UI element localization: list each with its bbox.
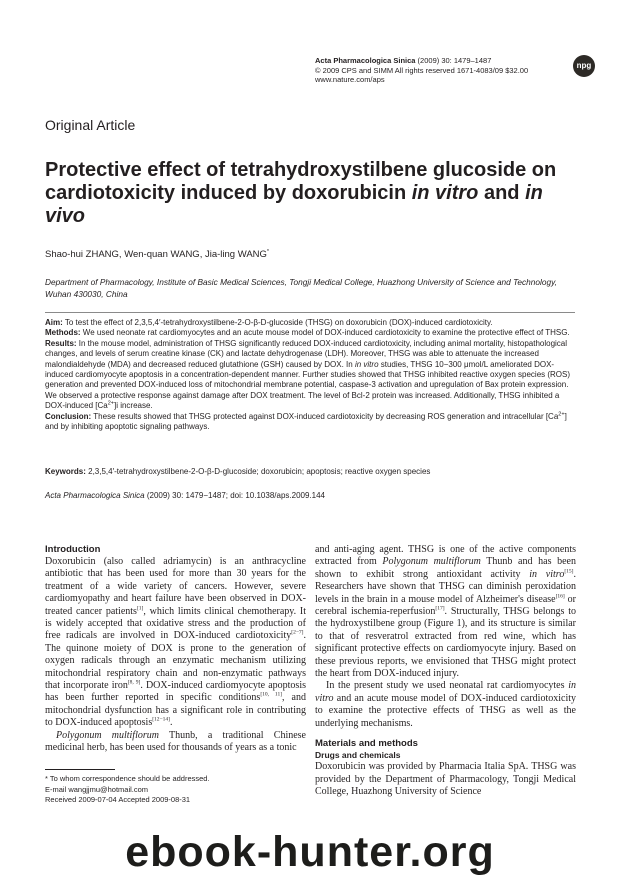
affiliation: Department of Pharmacology, Institute of Basic Medical Sciences, Tongji Medical College, Huazhong University of Science and Technology, Wuhan 430030, China xyxy=(45,277,557,299)
footnote-divider xyxy=(45,769,115,770)
citation-journal: Acta Pharmacologica Sinica xyxy=(45,491,145,500)
methods-heading: Materials and methods xyxy=(315,738,418,750)
section-label: Original Article xyxy=(45,117,136,133)
abstract-results xyxy=(45,339,575,412)
conclusion-sup: 2+ xyxy=(558,411,565,417)
results-sup: 2+ xyxy=(107,400,114,407)
intro-heading: Introduction xyxy=(45,544,101,555)
citation-text: (2009) 30: 1479−1487; doi: 10.1038/aps.2009.144 xyxy=(144,491,325,500)
journal-header xyxy=(315,56,575,85)
left-column xyxy=(45,544,306,755)
results-text: In the mouse model, administration of THSG significantly reduced DOX-induced cardiotoxicity, including animal mortality, histopathological changes, and levels of serum creatine kinase (CK) and lactate dehydrogenase (LDH). Moreover, THSG was able to attenuate the increased malondialdehyde (MDA) and decreased reduced glutathione (GSH) caused by DOX. In xyxy=(45,338,568,369)
title-in-vivo: in vivo xyxy=(45,182,543,227)
intro-text: Thunb, a traditional Chinese medicinal herb, has been used for thousands of years as a tonic xyxy=(45,729,306,754)
intro-text: . DOX-induced cardiomyocyte apoptosis has been further reported in specific conditions xyxy=(45,680,306,704)
citation xyxy=(45,491,575,500)
article-title xyxy=(45,159,575,228)
body-text: In the present study we used neonatal rat cardiomyocytes xyxy=(326,680,569,692)
ref-link[interactable]: [2−7] xyxy=(291,630,304,637)
intro-text: Doxorubicin (also called adriamycin) is an anthracycline antibiotic that has been used for more than 30 years for the treatment of a wide variety of cancers. However, severe cardiomyopathy and heart failure have been observed in DOX-treated cancer patients xyxy=(45,556,306,617)
title-in-vitro: in vitro xyxy=(411,182,479,204)
abstract-aim xyxy=(45,318,575,328)
abstract xyxy=(45,318,575,432)
results-text-cont: studies, THSG 10−300 μmol/L ameliorated DOX-induced cardiomyocyte apoptosis in a concentration-dependent manner. Further studies showed that THSG inhibited reactive oxygen species (ROS) generation and prevented DOX-induced loss of mitochondrial membrane potential, caspase-3 activation and upregulation of Bax protein expression. We observed a protective response against damage after DOX treatment. The level of Bcl-2 protein was increased. Additionally, THSG inhibited a DOX-induced [Ca xyxy=(45,359,571,411)
ref-link[interactable]: [15] xyxy=(564,568,574,575)
author-list: Shao-hui ZHANG, Wen-quan WANG, Jia-ling WANG xyxy=(45,249,267,260)
corresponding-mark: * xyxy=(266,248,270,255)
conclusion-label: Conclusion: xyxy=(45,411,92,421)
intro-paragraph-1 xyxy=(45,556,306,730)
intro-text: , and mitochondrial dysfunction has a significant role in contributing to DOX-induced apoptosis xyxy=(45,692,306,729)
results-in-vitro: in vitro xyxy=(354,359,379,369)
methods-text: We used neonate rat cardiomyocytes and an acute mouse model of DOX-induced cardiotoxicity to examine the protective effect of THSG. xyxy=(80,328,570,338)
results-text-end: ]i increase. xyxy=(113,401,153,411)
keywords-label: Keywords: xyxy=(45,467,86,476)
journal-url[interactable]: www.nature.com/aps xyxy=(315,75,385,85)
right-column xyxy=(315,544,576,798)
results-label: Results: xyxy=(45,338,77,348)
body-text: . Researchers have shown that THSG can diminish peroxidation levels in the brain in a mouse model of Alzheimer's disease xyxy=(315,568,576,605)
ref-link[interactable]: [17] xyxy=(435,605,445,612)
authors xyxy=(45,249,269,260)
body-text: . Structurally, THSG belongs to the hydroxystilbene group (Figure 1), and its structure is similar to that of resveratrol extracted from red wine, which has significant protective effects on cardiomyocyte injury. Based on these previous reports, we envisioned that THSG might protect the heart from DOX-induced injury. xyxy=(315,606,576,680)
ref-link[interactable]: [10, 11] xyxy=(260,692,283,699)
ref-link[interactable]: [8, 9] xyxy=(127,679,141,686)
intro-text: . xyxy=(169,717,173,729)
title-main: Protective effect of tetrahydroxystilbene glucoside on cardiotoxicity induced by doxorubicin xyxy=(45,159,557,204)
aim-text: To test the effect of 2,3,5,4′-tetrahydroxystilbene-2-O-β-D-glucoside (THSG) on doxorubicin (DOX)-induced cardiotoxicity. xyxy=(62,318,493,327)
aim-label: Aim: xyxy=(45,318,63,327)
title-and: and xyxy=(478,182,526,204)
body-text: and anti-aging agent. THSG is one of the active components extracted from xyxy=(315,544,576,568)
keywords-text: 2,3,5,4′-tetrahydroxystilbene-2-O-β-D-glucoside; doxorubicin; apoptosis; reactive oxygen species xyxy=(85,467,431,476)
species-name: Polygonum multiflorum xyxy=(382,556,481,568)
species-name: Polygonum multiflorum xyxy=(56,729,159,741)
intro-paragraph-3 xyxy=(315,544,576,680)
in-vitro-italic: in vitro xyxy=(315,680,576,704)
body-text: Thunb and has been shown to exhibit strong antioxidant activity xyxy=(315,556,576,580)
methods-paragraph: Doxorubicin was provided by Pharmacia Italia SpA. THSG was provided by the Department of Pharmacology, Tongji Medical College, Huazhong University of Science xyxy=(315,761,576,797)
npg-logo: npg xyxy=(573,55,595,77)
ref-link[interactable]: [12−14] xyxy=(152,716,170,723)
in-vitro-italic: in vitro xyxy=(529,568,565,580)
body-text: or cerebral ischemia-reperfusion xyxy=(315,593,576,618)
conclusion-text-end: ] and by inhibiting apoptotic signaling pathways. xyxy=(45,411,567,432)
intro-text: , which limits clinical chemotherapy. It is widely accepted that oxidative stress and the production of free radicals are involved in DOX-induced cardiotoxicity xyxy=(45,605,307,642)
body-text: and an acute mouse model of DOX-induced cardiotoxicity to examine the protective effects of THSG as well as the underlying mechanisms. xyxy=(315,692,576,729)
footnotes xyxy=(45,774,306,806)
ref-link[interactable]: [1] xyxy=(136,605,144,612)
watermark: ebook-hunter.org xyxy=(125,828,495,876)
abstract-methods xyxy=(45,328,575,338)
abstract-divider xyxy=(45,312,575,313)
dates-note: Received 2009-07-04 Accepted 2009-08-31 xyxy=(45,795,191,805)
intro-text: . The quinone moiety of DOX is prone to the generation of oxygen radicals through an enzymatic mechanism utilizing mitochondrial respiratory chain and non-enzymatic pathways that incorporate iron xyxy=(45,630,306,692)
conclusion-text: These results showed that THSG protected against DOX-induced cardiotoxicity by decreasing ROS generation and intracellular [Ca xyxy=(91,411,559,421)
journal-issue: (2009) 30: 1479–1487 xyxy=(415,56,492,65)
intro-paragraph-2 xyxy=(45,730,306,755)
journal-name: Acta Pharmacologica Sinica xyxy=(315,56,416,65)
drugs-subheading: Drugs and chemicals xyxy=(315,750,401,761)
intro-paragraph-4 xyxy=(315,680,576,730)
methods-label: Methods: xyxy=(45,328,81,338)
keywords xyxy=(45,467,575,476)
copyright-line: © 2009 CPS and SIMM All rights reserved 1671-4083/09 $32.00 xyxy=(315,65,529,75)
email-note[interactable]: E-mail wangjjmu@hotmail.com xyxy=(45,784,149,794)
ref-link[interactable]: [16] xyxy=(555,593,565,600)
correspondence-note: * To whom correspondence should be addressed. xyxy=(45,774,210,783)
abstract-conclusion xyxy=(45,412,575,433)
